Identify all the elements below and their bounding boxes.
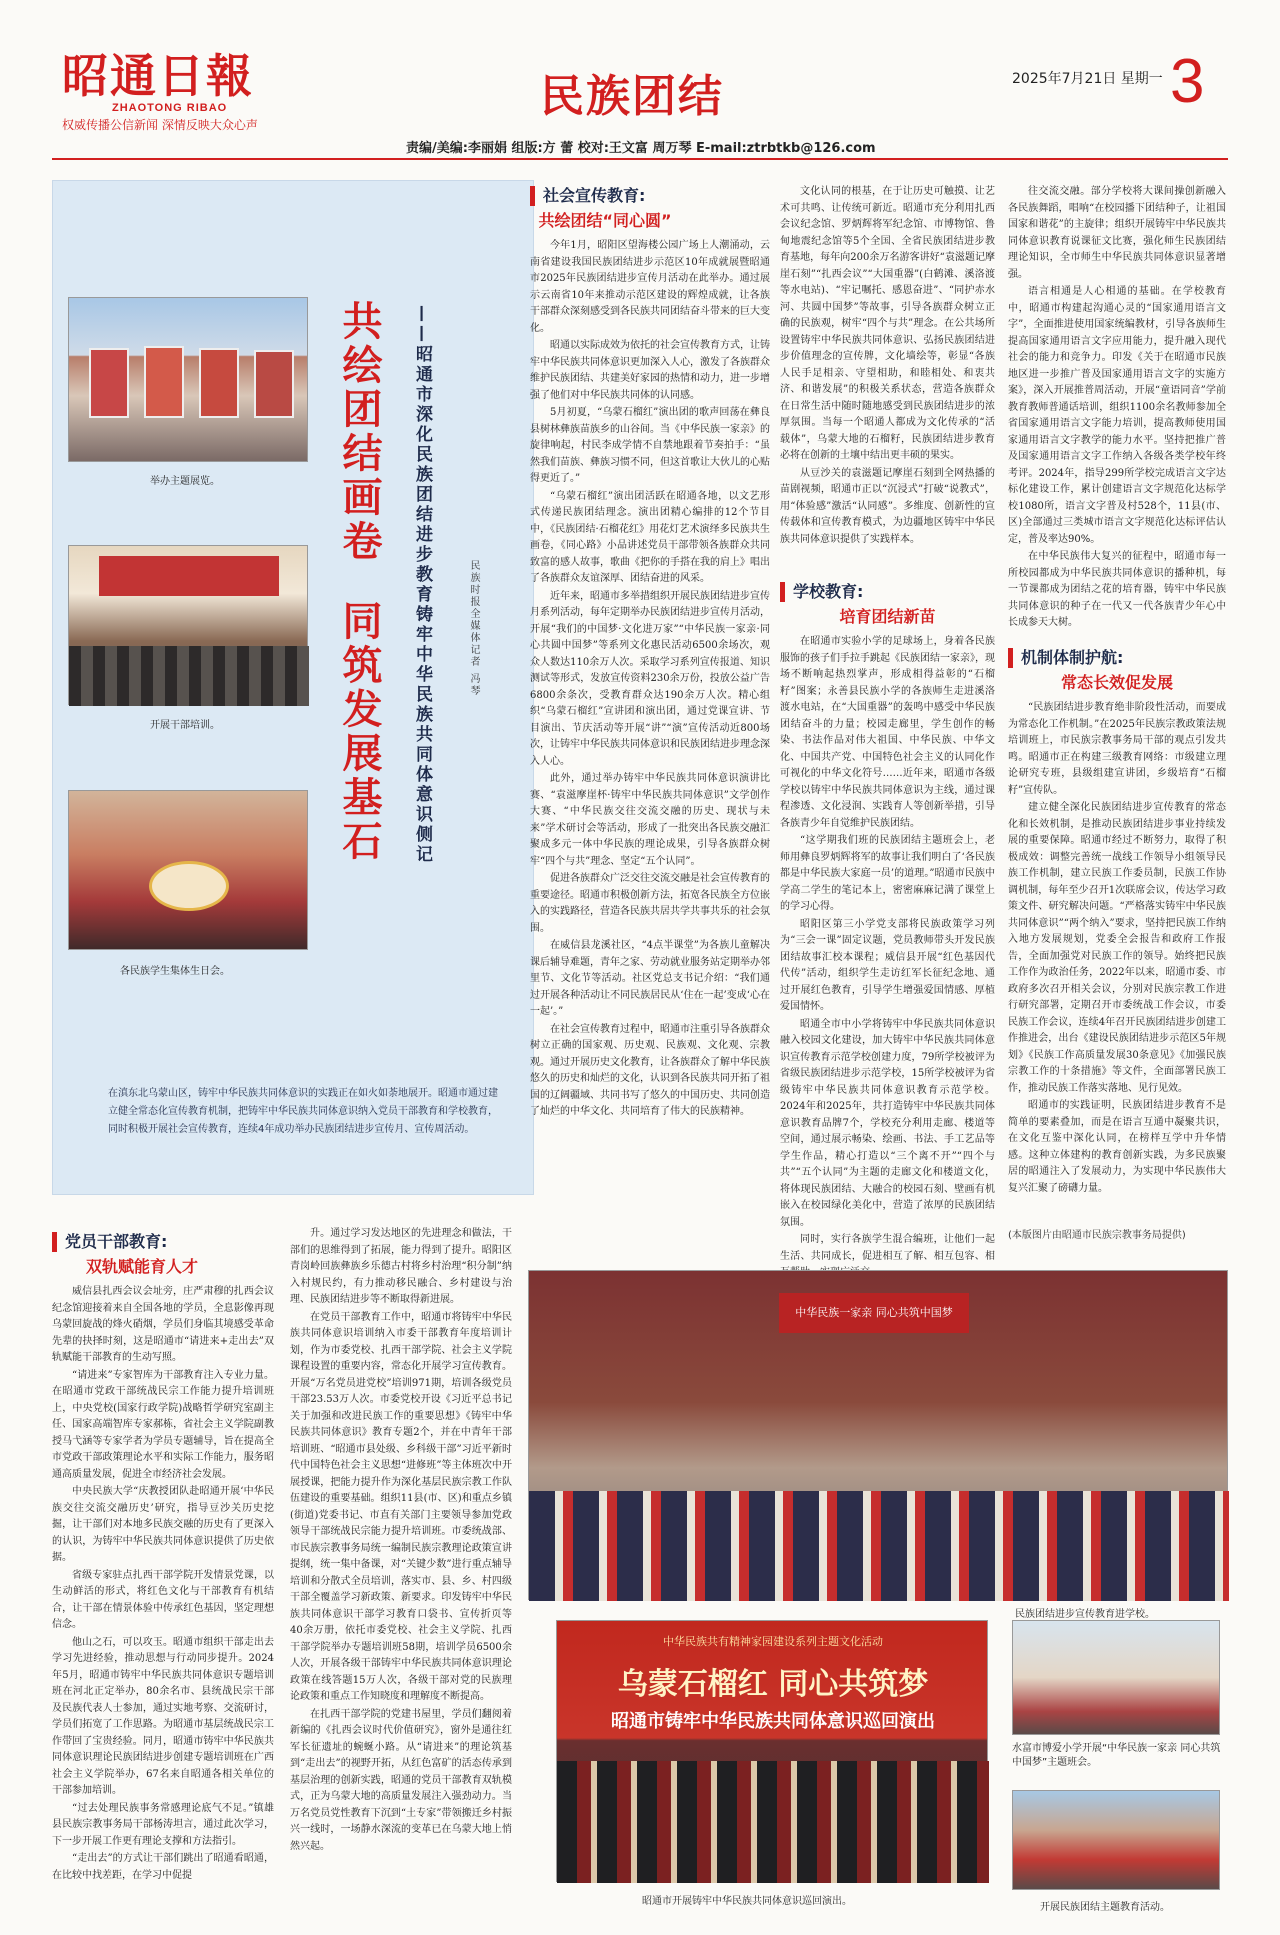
headline-part-1: 共绘团结画卷 [336,300,382,564]
paragraph: “乌蒙石榴红”演出团活跃在昭通各地，以文艺形式传递民族团结理念。演出团精心编排的12个节目中，《民族团结·石榴花红》用花灯艺术演绎多民族共生画卷，《同心路》小品讲述党员干部带领各族群众共同致富的感人故事，歌曲《把你的手搭在我的肩上》唱出了各族群众友谊深厚、团结奋进的风采。 [530,490,770,584]
column-social [530,238,770,1248]
section-social-kicker: 社会宣传教育: [530,186,680,206]
section-mechanism-head [1008,648,1226,693]
newspaper-slogan: 权威传播公信新闻 深情反映大众心声 [62,118,258,132]
paragraph: “过去处理民族事务常感理论底气不足。”镇雄县民族宗教事务局干部杨涛坦言，通过此次学习，下一步开展工作更有理论支撑和方法指引。 [52,1802,274,1847]
page-number: 3 [1170,47,1205,116]
wall-banner: 中华民族一家亲 同心共筑中国梦 [779,1293,969,1333]
paragraph: 威信县扎西会议会址旁，庄严肃穆的扎西会议纪念馆迎接着来自全国各地的学员，全息影像再现乌蒙回旋战的烽火硝烟，学员们身临其境感受革命先辈的抉择时刻，这是昭通市“请进来+走出去”双轨赋能干部教育的生动写照。 [52,1286,274,1363]
activity-caption: 开展民族团结主题教育活动。 [1040,1902,1170,1913]
column-cadre-2 [290,1226,512,1904]
banner-line-3: 昭通市铸牢中华民族共同体意识巡回演出 [611,1711,935,1732]
paragraph: “请进来”专家智库为干部教育注入专业力量。在昭通市党政干部统战民宗工作能力提升培训班上，中央党校(国家行政学院)战略哲学研究室副主任、国家高端智库专家郝栋，省社会主义学院副教授马弋涵等专家学者为学员专题辅导，旨在提高全市党政干部政策理论水平和实际工作能力，服务昭通高质量发展，促进全市经济社会发展。 [52,1369,274,1480]
top-rule [52,158,1228,160]
paragraph: 往交流交融。部分学校将大课间操创新融入各民族舞蹈，唱响“在校园播下团结种子，让祖国国家和谐花”的主旋律；组织开展铸牢中华民族共同体意识教育说课征文比赛，强化师生民族团结理论知识，全市师生中华民族共同体意识显著增强。 [1008,186,1226,280]
paragraph: 省级专家驻点扎西干部学院开发情景党课，以生动鲜活的形式，将红色文化与干部教育有机结合，让干部在情景体验中传承红色基因，坚定理想信念。 [52,1569,274,1630]
activity-photo [1012,1790,1220,1890]
birthday-caption: 各民族学生集体生日会。 [120,966,230,977]
training-photo [68,545,308,705]
birthday-photo [68,790,308,950]
paragraph: 今年1月，昭阳区望海楼公园广场上人潮涌动，云南省建设我国民族团结进步示范区10年成就展暨昭通市2025年民族团结进步宣传月活动在此举办。通过展示云南省10年来推动示范区建设的辉煌成就，让各族干部群众深刻感受到各民族共同团结奋斗带来的巨大变化。 [530,240,770,334]
newspaper-logo: 昭通日報 [62,49,254,103]
banner-line-1: 中华民族共有精神家园建设系列主题文化活动 [663,1635,883,1648]
paragraph: “走出去”的方式让干部们跳出了昭通看昭通，在比较中找差距，在学习中促提 [52,1853,274,1881]
paragraph: 文化认同的根基，在于让历史可触摸、让艺术可共鸣、让传统可新近。昭通市充分利用扎西会议纪念馆、罗炳辉将军纪念馆、市博物馆、鲁甸地震纪念馆等5个全国、全省民族团结进步教育基地，每年向200余万名游客讲好“袁滋题记摩崖石刻”“扎西会议”“大国重器”(白鹤滩、溪洛渡等水电站)、“牢记嘱托、感恩奋进”、“同护赤水河、共圆中国梦”等故事，引导各族群众树立正确的民族观，树牢“四个与共”理念。在公共场所设置铸牢中华民族共同体意识、弘扬民族团结进步价值理念的宣传牌，文化墙绘等，彰显“各族人民手足相亲、守望相助，和睦相处、和衷共济、和谐发展”的积极关系状态，营造各族群众在日常生活中随时随地感受到民族团结进步的浓厚氛围。当每一个昭通人都成为文化传承的“活载体”，乌蒙大地的石榴籽，民族团结进步教育必将在创新的土壤中结出更丰硕的果实。 [780,186,995,461]
feature-subtitle: ——昭通市深化民族团结进步教育铸牢中华民族共同体意识侧记 [412,305,432,865]
section-school-head [780,582,995,627]
section-school-title: 培育团结新苗 [839,607,936,626]
section-cadre-head [52,1232,232,1277]
paragraph: 在威信县龙溪社区，“4点半课堂”为各族儿童解决课后辅导难题，青年之家、劳动就业服务站定期举办邻里节、文化节等活动。社区党总支书记介绍：“我们通过开展各种活动让不同民族居民从‘住在一起’变成‘心在一起’。” [530,940,770,1017]
training-caption: 开展干部培训。 [150,720,220,731]
banner-line-2: 乌蒙石榴红 同心共筑梦 [617,1667,929,1702]
publication-date: 2025年7月21日 星期一 [1012,71,1163,87]
paragraph: 他山之石，可以攻玉。昭通市组织干部走出去学习先进经验，推动思想与行动同步提升。2024年5月，昭通市铸牢中华民族共同体意识专题培训班在河北正定举办，80余名市、县统战民宗干部及民族代表人士参加，通过实地考察、交流研讨，学员们拓宽了工作思路。为昭通市基层统战民宗工作带回了宝贵经验。同月，昭通市铸牢中华民族共同体意识理论民族团结进步创建专题培训班在广西社会主义学院举办，67名来自昭通各相关单位的干部参加培训。 [52,1636,274,1796]
editor-credits: 责编/美编:李丽娟 组版:方 蕾 校对:王文富 周万琴 E-mail:ztrbtkb@126.com [406,141,876,156]
column-language [1008,184,1226,646]
performance-photo [556,1620,988,1882]
paragraph: 升。通过学习发达地区的先进理念和做法，干部们的思维得到了拓展，能力得到了提升。昭阳区青岗岭回族彝族乡乐德古村将乡村治理“积分制”纳入村规民约，有力推动移民融合、乡村建设与治理、民族团结进步等不断取得新进展。 [290,1228,512,1305]
paragraph: 近年来，昭通市多举措组织开展民族团结进步宣传月系列活动，每年定期举办民族团结进步宣传月活动，开展“我们的中国梦·文化进万家”“中华民族一家亲·同心共圆中国梦”等系列文化惠民活动6500余场次，观众人数达110余万人次。采取学习系列宣传报道、知识测试等形式，发放宣传资料230余万份，投放公益广告6800余条次，受教育群众达190余万人次。精心组织“乌蒙石榴红”宣讲团和演出团，通过党课宣讲、节目演出、节庆活动等开展“讲”“演”宣传活动近800场次，让铸牢中华民族共同体意识和民族团结进步理念深入人心。 [530,590,770,767]
paragraph: 昭通全市中小学将铸牢中华民族共同体意识融入校园文化建设，加大铸牢中华民族共同体意识宣传教育示范学校创建力度，79所学校被评为省级民族团结进步示范学校，15所学校被评为省级铸牢中华民族共同体意识教育示范学校。2024年和2025年，共打造铸牢中华民族共同体意识教育品牌7个，学校充分利用走廊、楼道等空间，通过展示畅染、绘画、书法、手工艺品等学生作品，精心打造以“三个离不开”“四个与共”“五个认同”为主题的走廊文化和楼道文化，将体现民族团结、大融合的校园石刻、壁画有机嵌入在校园绿化美化中，营造了浓厚的民族团结氛围。 [780,1018,995,1228]
photo-credit: (本版图片由昭通市民族宗教事务局提供) [1008,1230,1186,1241]
paragraph: 5月初夏，“乌蒙石榴红”演出团的歌声回荡在彝良县树林彝族苗族乡的山谷间。当《中华民族一家亲》的旋律响起，村民李成学情不自禁地跟着节奏拍手：“虽然我们苗族、彝族习惯不同，但这首歌让大伙儿的心贴得更近了。” [530,407,770,484]
classroom-caption: 水富市博爱小学开展“中华民族一家亲 同心共筑中国梦”主题班会。 [1012,1743,1221,1768]
paragraph: 在中华民族伟大复兴的征程中，昭通市每一所校园都成为中华民族共同体意识的播种机，每一节课都成为团结之花的培育器，铸牢中华民族共同体意识的种子在一代又一代各族青少年心中长成参天大树。 [1008,551,1226,628]
paragraph: 在党员干部教育工作中，昭通市将铸牢中华民族共同体意识培训纳入市委干部教育年度培训计划，作为市委党校、扎西干部学院、社会主义学院课程设置的重要内容，常态化开展学习宣传教育。开展“万名党员进党校”培训971期，培训各级党员干部23.53万人次。市委党校开设《习近平总书记关于加强和改进民族工作的重要思想》《铸牢中华民族共同体意识》教育专题2个，并在中青年干部培训班、“昭通市县处级、乡科级干部”习近平新时代中国特色社会主义思想“进修班”等主体班次中开展授课，把能力提升作为深化基层民族宗教工作队伍建设的重要基础。组织11县(市、区)和重点乡镇(街道)党委书记、市直有关部门主要领导参加党政领导干部统战民宗能力提升培训班。市委统战部、市民族宗教事务局统一编制民族宗教理论政策宣讲提纲，统一集中备课，对“关键少数”进行重点辅导培训和分散式全员培训，落实市、县、乡、村四级干部全覆盖学习新政策、新要求。印发铸牢中华民族共同体意识干部学习教育口袋书、宣传折页等40余万册，依托市委党校、社会主义学院、扎西干部学院举办专题培训班58期，培训学员6500余人次，开展各级干部铸牢中华民族共同体意识理论政策在线答题15万人次，各级干部对党的民族理论政策和重点工作知晓度和理解度不断提高。 [290,1311,512,1702]
section-title: 民族团结 [540,71,724,122]
paragraph: 同时，实行各族学生混合编班，让他们一起生活、共同成长，促进相互了解、相互包容、相 [780,1234,995,1262]
school-photo [528,1270,1228,1600]
paragraph: 促进各族群众广泛交往交流交融是社会宣传教育的重要途径。昭通市积极创新方法，拓宽各民族全方位嵌入的实践路径，营造各民族共居共学共事共乐的社会氛围。 [530,873,770,934]
paragraph: 此外，通过举办铸牢中华民族共同体意识演讲比赛、“袁滋摩崖杯·铸牢中华民族共同体意识”文学创作大赛、“中华民族交往交流交融的历史、现状与未来”学术研讨会等活动，形成了一批突出各民族交融汇聚成多元一体中华民族的理论成果，引导各族群众树牢“四个与共”理念、坚定“五个认同”。 [530,773,770,867]
column-culture [780,184,995,578]
paragraph: 昭阳区第三小学党支部将民族政策学习列为“三会一课”固定议题，党员教师带头开发民族团结故事汇校本课程；威信县开展“红色基因代代传”活动，组织学生走访红军长征纪念地、通过开展红色教育，引导学生增强爱国情感、厚植爱国情怀。 [780,918,995,1012]
section-social-head [530,186,680,231]
section-cadre-kicker: 党员干部教育: [52,1232,232,1252]
paragraph: 中央民族大学“庆教授团队赴昭通开展‘中华民族交往交流交融历史’研究，指导豆沙关历史挖掘，让干部们对本地多民族交融的历史有了更深入的认识，为铸牢中华民族共同体意识提供了历史依据。 [52,1486,274,1563]
headline-part-2: 同筑发展基石 [336,600,382,864]
section-mechanism-kicker: 机制体制护航: [1008,648,1226,668]
paragraph: 昭通以实际成效为依托的社会宣传教育方式，让铸牢中华民族共同体意识更加深入人心，激发了各族群众维护民族团结、共建美好家园的热情和动力，进一步增强了他们对中华民族共同体的认同感。 [530,340,770,401]
section-social-title: 共绘团结“同心圆” [538,211,672,230]
paragraph: 昭通市的实践证明，民族团结进步教育不是简单的要素叠加，而是在语言互通中凝聚共识，在文化互鉴中深化认同，在榜样互学中升华情感。这种立体建构的教育创新实践，为多民族聚居的昭通注入了发展动力，为实现中华民族伟大复兴汇聚了磅礴力量。 [1008,1100,1226,1194]
newspaper-pinyin: ZHAOTONG RIBAO [112,102,228,114]
classroom-photo [1012,1620,1220,1735]
feature-intro: 在滇东北乌蒙山区，铸牢中华民族共同体意识的实践正在如火如荼地展开。昭通市通过建立健全常态化宣传教育机制，把铸牢中华民族共同体意识纳入党员干部教育和学校教育，同时积极开展社会宣传教育，连续4年成功举办民族团结进步宣传月、宣传周活动。 [108,1088,498,1135]
paragraph: “民族团结进步教育绝非阶段性活动，而要成为常态化工作机制。”在2025年民族宗教政策法规培训班上，市民族宗教事务局干部的观点引发共鸣。昭通市正在构建三级教育网络：市级建立理论研究专班，县级组建宣讲团，乡级培育“石榴籽”宣传队。 [1008,702,1226,796]
exhibition-photo [68,297,308,462]
feature-byline: 民族时报全媒体记者 冯琴 [468,560,479,698]
section-mechanism-title: 常态长效促发展 [1060,673,1173,692]
paragraph: 在社会宣传教育过程中，昭通市注重引导各族群众树立正确的国家观、历史观、民族观、文化观、宗教观。通过开展历史文化教育，让各族群众了解中华民族悠久的历史和灿烂的文化，认识到各民族共同开拓了祖国的辽阔疆域、共同书写了悠久的中国历史、共同创造了灿烂的中华文化、共同培育了伟大的民族精神。 [530,1023,770,1117]
paragraph: 在扎西干部学院的党建书屋里，学员们翻阅着新编的《扎西会议时代价值研究》，窗外是通往红军长征遗址的蜿蜒小路。从“请进来”的理论筑基到“走出去”的视野开拓，从红色富矿的活态传承到基层治理的创新实践，昭通的党员干部教育双轨模式，正为乌蒙大地的高质量发展注入强劲动力。当万名党员党性教育下沉到“土专家”带领搬迁乡村振兴一线时，一场静水深流的变革已在乌蒙大地上悄然兴起。 [290,1708,512,1852]
column-cadre-1 [52,1284,274,1904]
exhibition-caption: 举办主题展览。 [150,476,220,487]
section-cadre-title: 双轨赋能育人才 [85,1257,198,1276]
column-school [780,634,995,1262]
paragraph: 从豆沙关的袁滋题记摩崖石刻到全网热播的苗剧视频，昭通市正以“沉浸式”打破“说教式”，用“体验感”激活“认同感”。多维度、创新性的宣传载体和宣传教育模式，为边疆地区铸牢中华民族共同体意识提供了实践样本。 [780,467,995,545]
school-photo-caption: 民族团结进步宣传教育进学校。 [1015,1609,1155,1620]
performance-caption: 昭通市开展铸牢中华民族共同体意识巡回演出。 [642,1896,852,1907]
column-mechanism [1008,700,1226,1220]
paragraph: “这学期我们班的民族团结主题班会上，老师用彝良罗炳辉将军的故事让我们明白了‘各民族都是中华民族大家庭一员’的道理。”昭通市民族中学高二学生的笔记本上，密密麻麻记满了课堂上的学习心得。 [780,835,995,912]
paragraph: 语言相通是人心相通的基础。在学校教育中，昭通市构建起沟通心灵的“国家通用语言文字”，全面推进使用国家统编教材，引导各族师生提高国家通用语言文字应用能力，提升融入现代社会的能力和竞争力。印发《关于在昭通市民族地区进一步推广普及国家通用语言文字的实施方案》，深入开展推普周活动，开展“童语同音”学前教育教师普通话培训，组织1100余名教师参加全省国家通用语言文字能力培训，提高教师使用国家通用语言文字教学的能力水平。坚持把推广普及国家通用语言文字工作纳入各级各类学校年终考评。2024年，指导299所学校完成语言文字达标化建设工作，累计创建语言文字规范化达标学校1080所，语言文字普及村528个，11县(市、区)全部通过三类城市语言文字规范化达标评估认定，普及率达90%。 [1008,286,1226,545]
section-school-kicker: 学校教育: [780,582,995,602]
paragraph: 建立健全深化民族团结进步宣传教育的常态化和长效机制，是推动民族团结进步事业持续发展的重要保障。昭通市经过不断努力，取得了积极成效：调整完善统一战线工作领导小组领导民族工作机制，建立民族工作委员制，民族工作协调机制，每年至少召开1次联席会议，传达学习政策文件、研究解决问题。“严格落实铸牢中华民族共同体意识”“两个纳入”要求，坚持把民族工作纳入地方发展规划，党委全会报告和政府工作报告，全面加强党对民族工作的领导。始终把民族工作作为政治任务，2022年以来，昭通市委、市政府多次召开相关会议，分别对民族宗教工作进行研究部署，定期召开市委统战工作会议，市委民族工作会议，连续4年召开民族团结进步创建工作推进会，出台《建设民族团结进步示范区5年规划》《民族工作高质量发展30条意见》《加强民族宗教工作的十条措施》等文件，全面部署民族工作，推动民族工作落实落地、见行见效。 [1008,802,1226,1094]
paragraph: 在昭通市实验小学的足球场上，身着各民族服饰的孩子们手拉手跳起《民族团结一家亲》，现场不断响起热烈掌声，形成相得益彰的“石榴籽”图案；永善县民族小学的各族师生走进溪洛渡水电站，在“大国重器”的轰鸣中感受中华民族团结奋斗的力量；校园走廊里，学生创作的畅染、书法作品对伟大祖国、中华民族、中华文化、中国共产党、中国特色社会主义的认同化作可视化的中华文化符号……近年来，昭通市各级学校以铸牢中华民族共同体意识为主线，通过课程渗透、文化浸润、实践育人等创新举措，引导各族青少年自觉维护民族团结。 [780,636,995,829]
